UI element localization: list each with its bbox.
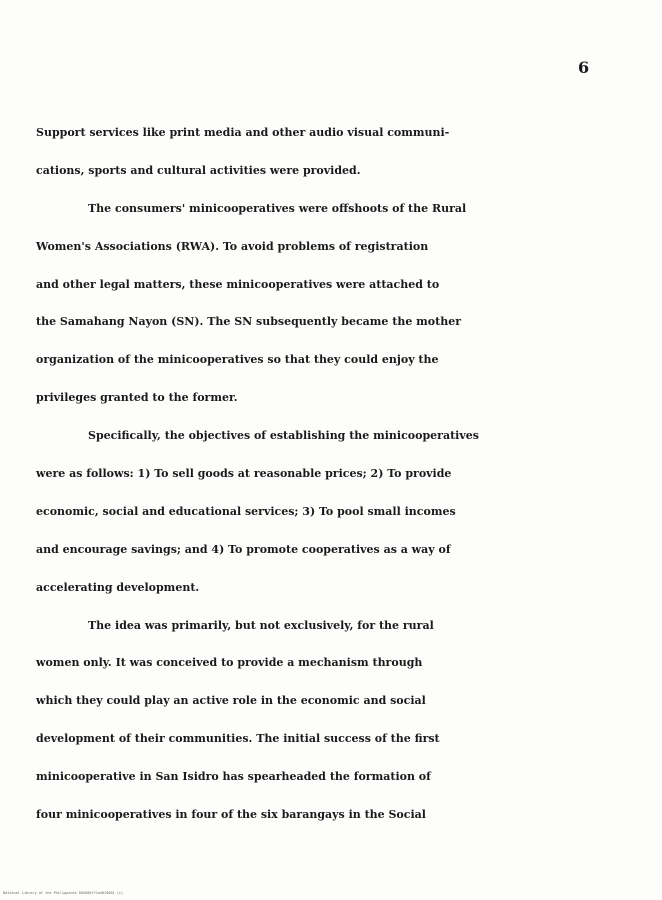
text-line: accelerating development. (36, 580, 200, 594)
text-line: privileges granted to the former. (36, 391, 238, 405)
text-line: were as follows: 1) To sell goods at reasonable prices; 2) To provide (36, 467, 452, 481)
text-line: development of their communities. The initial success of the first (36, 732, 440, 746)
text-line: cations, sports and cultural activities were provided. (36, 163, 361, 177)
text-line: women only. It was conceived to provide a mechanism through (36, 656, 423, 670)
text-line: four minicooperatives in four of the six barangays in the Social (36, 808, 426, 822)
text-line: minicooperative in San Isidro has spearheaded the formation of (36, 770, 431, 784)
text-line: economic, social and educational services; 3) To pool small incomes (36, 504, 456, 518)
text-line: Support services like print media and other audio visual communi- (36, 126, 450, 139)
text-line: the Samahang Nayon (SN). The SN subsequently became the mother (36, 315, 462, 329)
body-text (36, 114, 636, 834)
text-line: and encourage savings; and 4) To promote cooperatives as a way of (36, 542, 451, 556)
text-line: The idea was primarily, but not exclusively, for the rural (88, 618, 434, 632)
text-line: Women's Associations (RWA). To avoid problems of registration (36, 239, 429, 253)
page-number: 6 (578, 58, 590, 77)
text-line: Specifically, the objectives of establishing the minicooperatives (88, 429, 479, 443)
text-line: organization of the minicooperatives so that they could enjoy the (36, 353, 439, 367)
scan-footer: National Library of the Philippines ROS0007f1a4019001 (c) (3, 891, 124, 895)
text-line: The consumers' minicooperatives were offshoots of the Rural (88, 201, 467, 215)
text-line: and other legal matters, these minicooperatives were attached to (36, 277, 440, 291)
text-line: which they could play an active role in the economic and social (36, 694, 426, 708)
